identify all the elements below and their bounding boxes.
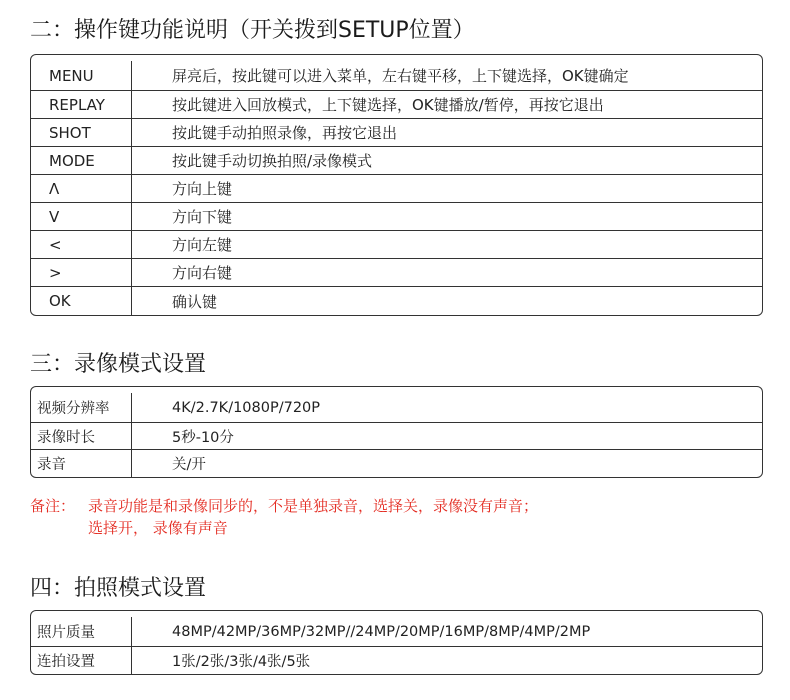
note-text-1: 录音功能是和录像同步的，不是单独录音，选择关，录像没有声音；	[88, 497, 539, 515]
key-cell: 连拍设置	[31, 647, 132, 674]
key-cell: Λ	[31, 175, 132, 202]
desc-cell: 确认键	[172, 292, 218, 311]
desc-cell: 方向左键	[172, 236, 233, 254]
table-row	[31, 259, 762, 287]
key-cell: 照片质量	[31, 617, 132, 646]
table-row	[31, 611, 762, 647]
button-function-table	[30, 54, 763, 316]
section-title-photo: 四：拍照模式设置	[30, 576, 207, 601]
photo-settings-table	[30, 610, 763, 675]
key-cell: OK	[31, 287, 132, 315]
table-row	[31, 387, 762, 423]
video-settings-table	[30, 386, 763, 478]
desc-cell: 方向上键	[172, 180, 233, 198]
section-title-video: 三：录像模式设置	[30, 352, 207, 377]
key-cell: REPLAY	[31, 91, 132, 118]
desc-cell: 关/开	[172, 457, 206, 473]
key-cell: SHOT	[31, 119, 132, 146]
desc-cell: 按此键手动切换拍照/录像模式	[172, 152, 373, 170]
key-cell: V	[31, 203, 132, 230]
key-cell: >	[31, 259, 132, 286]
table-row	[31, 450, 762, 477]
desc-cell: 按此键手动拍照录像，再按它退出	[172, 124, 398, 142]
key-cell: 录像时长	[31, 423, 132, 449]
table-row	[31, 231, 762, 259]
key-cell: <	[31, 231, 132, 258]
desc-cell: 4K/2.7K/1080P/720P	[172, 399, 321, 416]
table-row	[31, 91, 762, 119]
desc-cell: 屏亮后，按此键可以进入菜单，左右键平移，上下键选择，OK键确定	[172, 67, 629, 85]
key-cell: MENU	[31, 61, 132, 90]
desc-cell: 方向右键	[172, 264, 233, 282]
table-row	[31, 55, 762, 91]
table-row	[31, 175, 762, 203]
desc-cell: 1张/2张/3张/4张/5张	[172, 654, 311, 670]
desc-cell: 方向下键	[172, 208, 233, 226]
desc-cell: 48MP/42MP/36MP/32MP//24MP/20MP/16MP/8MP/4MP/2MP	[172, 623, 591, 640]
table-row	[31, 287, 762, 315]
key-cell: MODE	[31, 147, 132, 174]
table-row	[31, 147, 762, 175]
table-row	[31, 423, 762, 450]
table-row	[31, 203, 762, 231]
desc-cell: 5秒-10分	[172, 429, 234, 446]
table-row	[31, 119, 762, 147]
key-cell: 录音	[31, 450, 132, 477]
note-line-1	[30, 495, 538, 517]
key-cell: 视频分辨率	[31, 393, 132, 422]
note-label: 备注：	[30, 497, 76, 515]
desc-cell: 按此键进入回放模式，上下键选择，OK键播放/暂停，再按它退出	[172, 96, 604, 114]
note-text-2: 选择开， 录像有声音	[88, 519, 228, 537]
table-row	[31, 647, 762, 674]
section-title-buttons: 二：操作键功能说明（开关拨到SETUP位置）	[30, 18, 475, 43]
